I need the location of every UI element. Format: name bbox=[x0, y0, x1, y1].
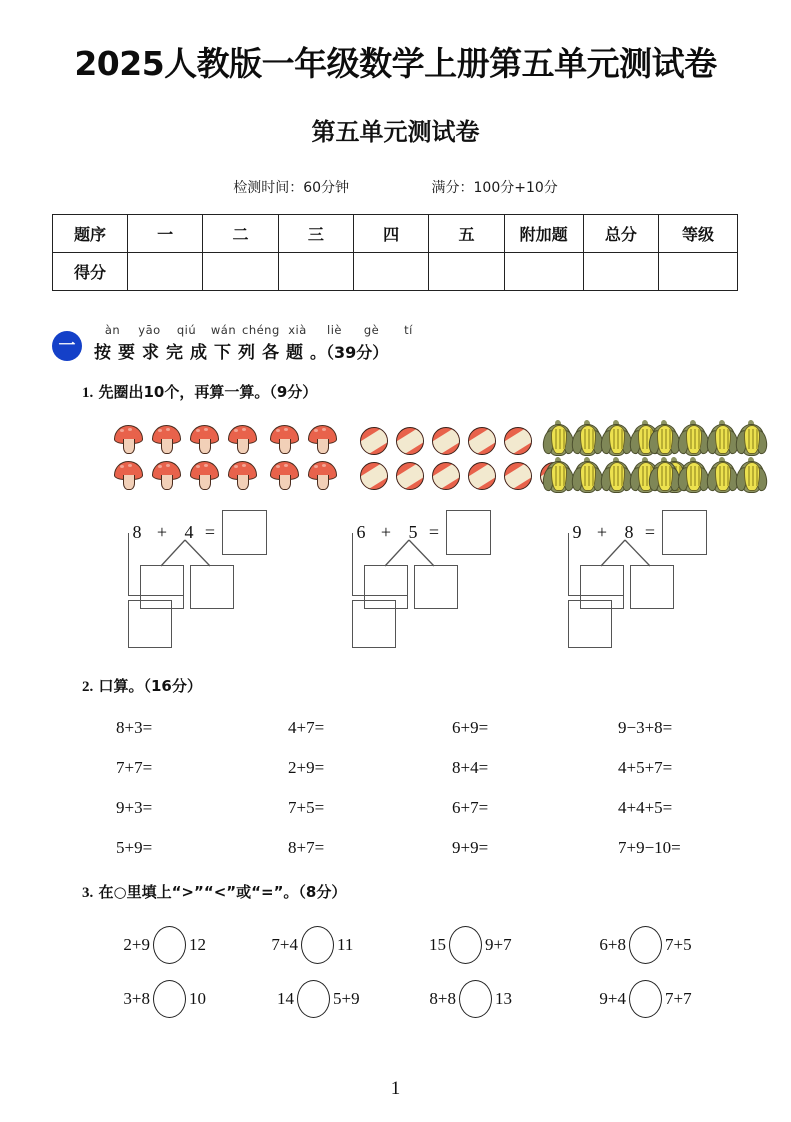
row-label-score: 得分 bbox=[53, 253, 128, 291]
corn-icon bbox=[542, 457, 574, 492]
compare-item-r2c2 bbox=[270, 980, 360, 1018]
corn-icon bbox=[600, 457, 632, 492]
mushroom-icon bbox=[112, 422, 144, 457]
ball-icon bbox=[394, 424, 426, 459]
table-row-scores bbox=[53, 253, 738, 291]
eq2-operator: + bbox=[380, 522, 392, 542]
col-header-2: 二 bbox=[203, 215, 278, 253]
eq2-connector-vertical bbox=[352, 533, 353, 595]
eq2-addend-a: 6 bbox=[356, 522, 366, 542]
corn-icon bbox=[648, 420, 680, 455]
eq3-connector-vertical bbox=[568, 533, 569, 595]
compare-right-r2c1: 10 bbox=[189, 989, 206, 1008]
oral-item-r4c4[interactable]: 7+9−10= bbox=[618, 838, 681, 857]
compare-right-r1c4: 7+5 bbox=[665, 935, 692, 954]
oral-item-r2c1[interactable]: 7+7= bbox=[116, 758, 153, 777]
eq2-equals: = bbox=[428, 522, 440, 542]
oral-item-r1c2[interactable]: 4+7= bbox=[288, 718, 325, 737]
corn-icon bbox=[735, 457, 767, 492]
score-cell-5[interactable] bbox=[429, 253, 504, 291]
ball-icon bbox=[466, 459, 498, 494]
eq1-addend-a: 8 bbox=[132, 522, 142, 542]
mushroom-icon bbox=[268, 422, 300, 457]
oral-item-r3c1[interactable]: 9+3= bbox=[116, 798, 153, 817]
eq3-equals: = bbox=[644, 522, 656, 542]
page-title: 2025人教版一年级数学上册第五单元测试卷 bbox=[74, 44, 717, 83]
q1-picture-area bbox=[0, 418, 791, 498]
corn-group-b bbox=[648, 420, 764, 494]
section-title-points: 。（39分） bbox=[310, 343, 389, 362]
eq2-addend-b: 5 bbox=[408, 522, 418, 542]
corn-icon bbox=[706, 420, 738, 455]
compare-oval-r1c2[interactable] bbox=[301, 926, 334, 964]
oral-item-r1c1[interactable]: 8+3= bbox=[116, 718, 153, 737]
eq1-decomp-box-right[interactable] bbox=[190, 565, 234, 609]
pinyin-4: chéng bbox=[242, 323, 280, 337]
ball-icon bbox=[466, 424, 498, 459]
score-cell-bonus[interactable] bbox=[504, 253, 583, 291]
eq1-operator: + bbox=[156, 522, 168, 542]
score-cell-1[interactable] bbox=[128, 253, 203, 291]
pinyin-1: yāo bbox=[138, 323, 161, 337]
compare-left-r1c2: 7+4 bbox=[271, 935, 298, 954]
mushroom-icon bbox=[306, 422, 338, 457]
eq1-equals: = bbox=[204, 522, 216, 542]
compare-right-r2c4: 7+7 bbox=[665, 989, 692, 1008]
compare-oval-r2c2[interactable] bbox=[297, 980, 330, 1018]
q3-number: 3. bbox=[82, 885, 94, 901]
pinyin-0: àn bbox=[104, 323, 121, 337]
corn-icon bbox=[677, 420, 709, 455]
score-cell-total[interactable] bbox=[583, 253, 658, 291]
compare-item-r1c3 bbox=[422, 926, 512, 964]
corn-icon bbox=[571, 420, 603, 455]
section-title bbox=[94, 338, 388, 363]
ball-icon bbox=[394, 459, 426, 494]
ball-icon bbox=[502, 424, 534, 459]
q1-title bbox=[82, 381, 317, 402]
oral-item-r1c3[interactable]: 6+9= bbox=[452, 718, 489, 737]
mushroom-icon bbox=[112, 458, 144, 493]
col-header-3: 三 bbox=[278, 215, 353, 253]
oral-item-r3c4[interactable]: 4+4+5= bbox=[618, 798, 673, 817]
compare-left-r2c1: 3+8 bbox=[123, 989, 150, 1008]
compare-left-r1c3: 15 bbox=[429, 935, 446, 954]
section-number-badge: 一 bbox=[52, 331, 82, 361]
compare-oval-r2c4[interactable] bbox=[629, 980, 662, 1018]
compare-oval-r2c1[interactable] bbox=[153, 980, 186, 1018]
pinyin-8: tí bbox=[404, 323, 413, 337]
eq1-addend-b: 4 bbox=[184, 522, 194, 542]
eq3-addend-a: 9 bbox=[572, 522, 582, 542]
pinyin-5: xià bbox=[288, 323, 307, 337]
col-header-total: 总分 bbox=[583, 215, 658, 253]
q3-title bbox=[82, 881, 346, 902]
table-row-header bbox=[53, 215, 738, 253]
section-pinyin bbox=[94, 323, 427, 337]
section-header-one bbox=[52, 325, 752, 365]
col-header-4: 四 bbox=[353, 215, 428, 253]
eq3-sum-box[interactable] bbox=[568, 600, 612, 648]
corn-icon bbox=[571, 457, 603, 492]
oral-item-r4c1[interactable]: 5+9= bbox=[116, 838, 153, 857]
ball-icon bbox=[358, 424, 390, 459]
oral-item-r3c3[interactable]: 6+7= bbox=[452, 798, 489, 817]
compare-item-r1c4 bbox=[592, 926, 692, 964]
mushroom-group-a bbox=[112, 422, 264, 494]
corn-icon bbox=[600, 420, 632, 455]
mushroom-icon bbox=[150, 458, 182, 493]
make-ten-diagram-2 bbox=[352, 508, 582, 648]
col-header-bonus: 附加题 bbox=[504, 215, 583, 253]
mushroom-icon bbox=[268, 458, 300, 493]
eq1-sum-box[interactable] bbox=[128, 600, 172, 648]
col-header-grade: 等级 bbox=[659, 215, 738, 253]
q1-number: 1. bbox=[82, 385, 94, 401]
compare-left-r2c2: 14 bbox=[277, 989, 294, 1008]
eq3-connector-horizontal bbox=[568, 595, 623, 596]
pinyin-6: liè bbox=[327, 323, 342, 337]
score-cell-2[interactable] bbox=[203, 253, 278, 291]
score-cell-3[interactable] bbox=[278, 253, 353, 291]
compare-oval-r1c4[interactable] bbox=[629, 926, 662, 964]
compare-oval-r1c1[interactable] bbox=[153, 926, 186, 964]
compare-right-r1c2: 11 bbox=[337, 935, 354, 954]
pinyin-2: qiú bbox=[176, 323, 197, 337]
q3-text: 在○里填上“>”“<”或“=”。（8分） bbox=[98, 883, 347, 901]
compare-left-r2c4: 9+4 bbox=[599, 989, 626, 1008]
oral-item-r4c3[interactable]: 9+9= bbox=[452, 838, 489, 857]
page-subtitle: 第五单元测试卷 bbox=[311, 118, 480, 146]
corn-icon bbox=[648, 457, 680, 492]
col-header-1: 一 bbox=[128, 215, 203, 253]
compare-right-r1c3: 9+7 bbox=[485, 935, 512, 954]
ball-icon bbox=[430, 459, 462, 494]
eq1-connector-vertical bbox=[128, 533, 129, 595]
mushroom-group-b bbox=[268, 422, 344, 494]
compare-right-r2c3: 13 bbox=[495, 989, 512, 1008]
col-header-5: 五 bbox=[429, 215, 504, 253]
compare-right-r1c1: 12 bbox=[189, 935, 206, 954]
mushroom-icon bbox=[188, 422, 220, 457]
row-label-question-order: 题序 bbox=[53, 215, 128, 253]
oral-item-r2c4[interactable]: 4+5+7= bbox=[618, 758, 673, 777]
corn-icon bbox=[706, 457, 738, 492]
compare-oval-r2c3[interactable] bbox=[459, 980, 492, 1018]
page-number: 1 bbox=[390, 1078, 401, 1099]
compare-item-r2c3 bbox=[422, 980, 512, 1018]
eq2-sum-box[interactable] bbox=[352, 600, 396, 648]
eq3-operator: + bbox=[596, 522, 608, 542]
q2-number: 2. bbox=[82, 679, 94, 695]
mushroom-icon bbox=[226, 458, 258, 493]
pinyin-3: wán bbox=[210, 323, 237, 337]
compare-item-r1c1 bbox=[116, 926, 206, 964]
corn-icon bbox=[677, 457, 709, 492]
ball-group-a bbox=[358, 424, 466, 494]
oral-item-r2c2[interactable]: 2+9= bbox=[288, 758, 325, 777]
make-ten-diagram-1 bbox=[128, 508, 358, 648]
compare-item-r1c2 bbox=[264, 926, 353, 964]
ball-icon bbox=[502, 459, 534, 494]
eq2-decomp-box-right[interactable] bbox=[414, 565, 458, 609]
score-cell-grade[interactable] bbox=[659, 253, 738, 291]
mushroom-icon bbox=[150, 422, 182, 457]
eq3-addend-b: 8 bbox=[624, 522, 634, 542]
ball-icon bbox=[358, 459, 390, 494]
exam-time: 检测时间：60分钟 bbox=[233, 180, 350, 196]
exam-meta bbox=[0, 177, 791, 197]
q2-text: 口算。（16分） bbox=[98, 677, 202, 695]
ball-icon bbox=[430, 424, 462, 459]
oral-item-r1c4[interactable]: 9−3+8= bbox=[618, 718, 673, 737]
q1-text: 先圈出10个，再算一算。（9分） bbox=[98, 383, 318, 401]
compare-right-r2c2: 5+9 bbox=[333, 989, 360, 1008]
eq1-connector-horizontal bbox=[128, 595, 183, 596]
full-score: 满分：100分+10分 bbox=[431, 180, 558, 196]
compare-left-r2c3: 8+8 bbox=[429, 989, 456, 1008]
q2-title bbox=[82, 675, 202, 696]
compare-left-r1c1: 2+9 bbox=[123, 935, 150, 954]
score-cell-4[interactable] bbox=[353, 253, 428, 291]
section-title-cn: 按要求完成下列各题 bbox=[94, 343, 310, 363]
compare-item-r2c1 bbox=[116, 980, 206, 1018]
compare-left-r1c4: 6+8 bbox=[599, 935, 626, 954]
oral-item-r3c2[interactable]: 7+5= bbox=[288, 798, 325, 817]
pinyin-7: gè bbox=[363, 323, 380, 337]
oral-item-r4c2[interactable]: 8+7= bbox=[288, 838, 325, 857]
corn-icon bbox=[735, 420, 767, 455]
oral-item-r2c3[interactable]: 8+4= bbox=[452, 758, 489, 777]
corn-icon bbox=[542, 420, 574, 455]
compare-oval-r1c3[interactable] bbox=[449, 926, 482, 964]
score-table bbox=[52, 214, 738, 291]
mushroom-icon bbox=[188, 458, 220, 493]
eq2-connector-horizontal bbox=[352, 595, 407, 596]
make-ten-diagram-3 bbox=[568, 508, 791, 648]
eq3-decomp-box-right[interactable] bbox=[630, 565, 674, 609]
mushroom-icon bbox=[306, 458, 338, 493]
compare-item-r2c4 bbox=[592, 980, 692, 1018]
mushroom-icon bbox=[226, 422, 258, 457]
